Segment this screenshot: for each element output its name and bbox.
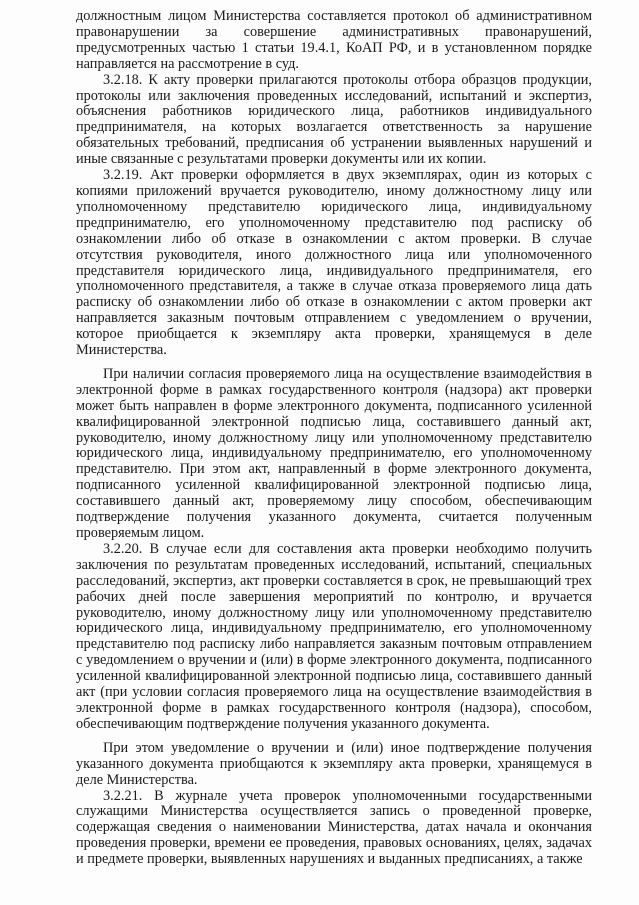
paragraph-3-2-21: 3.2.21. В журнале учета проверок уполномоченными государственными служащими Министерства осуществляется запись о проведенной проверке, содержащая сведения о наименовании Министерства, датах начала и окончания проведения проверки, времени ее проведения, правовых основаниях, целях, задачах и предмете проверки, выявленных нарушениях и выданных предписаниях, а также: [76, 787, 592, 868]
paragraph-3-2-20: 3.2.20. В случае если для составления акта проверки необходимо получить заключения по результатам проведенных исследований, испытаний, специальных расследований, экспертиз, акт проверки составляется в срок, не превышающий трех рабочих дней после завершения мероприятий по контролю, и вручается руководителю, иному должностному лицу или уполномоченному представителю юридического лица, индивидуальному предпринимателю, его уполномоченному представителю под расписку либо направляется заказным почтовым отправлением с уведомлением о вручении и (или) в форме электронного документа, подписанного усиленной квалифицированной электронной подписью лица, составившего данный акт (при условии согласия проверяемого лица на осуществление взаимодействия в электронной форме в рамках государственного контроля (надзора), способом, обеспечивающим подтверждение получения указанного документа.: [76, 540, 592, 732]
paragraph-3-2-18: 3.2.18. К акту проверки прилагаются протоколы отбора образцов продукции, протоколы или заключения проведенных исследований, испытаний и экспертиз, объяснения работников юридического лица, работников индивидуального предпринимателя, на которых возлагается ответственность за нарушение обязательных требований, предписания об устранении выявленных нарушений и иные связанные с результатами проверки документы или их копии.: [76, 71, 592, 168]
paragraph-notification: При этом уведомление о вручении и (или) иное подтверждение получения указанного документа приобщаются к экземпляру акта проверки, хранящемуся в деле Министерства.: [76, 739, 592, 788]
document-body: [76, 9, 592, 868]
paragraph-protocol-continuation: должностным лицом Министерства составляется протокол об административном правонарушении за совершение административных правонарушений, предусмотренных частью 1 статьи 19.4.1, КоАП РФ, и в установленном порядке направляется на рассмотрение в суд.: [76, 8, 592, 72]
paragraph-3-2-19: 3.2.19. Акт проверки оформляется в двух экземплярах, один из которых с копиями приложений вручается руководителю, иному должностному лицу или уполномоченному представителю юридического лица, индивидуальному предпринимателю, его уполномоченному представителю под расписку об ознакомлении либо об отказе в ознакомлении с актом проверки. В случае отсутствия руководителя, иного должностного лица или уполномоченного представителя юридического лица, индивидуального предпринимателя, его уполномоченного представителя, а также в случае отказа проверяемого лица дать расписку об ознакомлении либо об отказе в ознакомлении с актом проверки акт направляется заказным почтовым отправлением с уведомлением о вручении, которое приобщается к экземпляру акта проверки, хранящемуся в деле Министерства.: [76, 167, 592, 359]
paragraph-electronic-consent: При наличии согласия проверяемого лица на осуществление взаимодействия в электронной форме в рамках государственного контроля (надзора) акт проверки может быть направлен в форме электронного документа, подписанного усиленной квалифицированной электронной подписью лица, составившего данный акт, руководителю, иному должностному лицу или уполномоченному представителю юридического лица, индивидуальному предпринимателю, его уполномоченному представителю. При этом акт, направленный в форме электронного документа, подписанного усиленной квалифицированной электронной подписью лица, составившего данный акт, проверяемому лицу способом, обеспечивающим подтверждение получения указанного документа, считается полученным проверяемым лицом.: [76, 365, 592, 541]
